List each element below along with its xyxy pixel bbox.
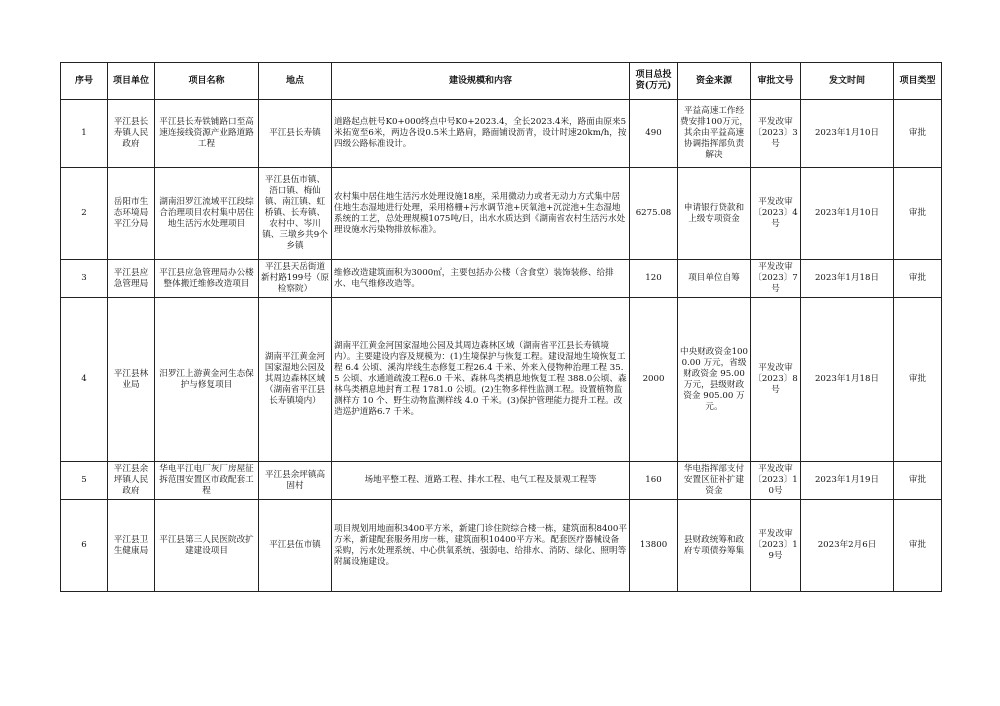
cell-name: 汨罗江上游黄金河生态保护与修复项目 [155, 298, 259, 462]
cell-no: 1 [61, 100, 108, 168]
cell-content: 项目规划用地面积3400平方米，新建门诊住院综合楼一栋，建筑面积8400平方米，新建配套服务用房一栋，建筑面积10400平方米。配套医疗器械设备采购，污水处理系统、中心供氧系统、强弱电、给排水、消防、绿化、照明等附属设施建设。 [332, 500, 630, 592]
cell-name: 湖南汨罗江流域平江段综合治理项目农村集中居住地生活污水处理项目 [155, 168, 259, 260]
cell-investment: 2000 [630, 298, 678, 462]
cell-type: 审批 [894, 168, 942, 260]
cell-date: 2023年2月6日 [801, 500, 894, 592]
cell-investment: 490 [630, 100, 678, 168]
cell-approval: 平发改审〔2023〕3号 [751, 100, 801, 168]
cell-approval: 平发改审〔2023〕19号 [751, 500, 801, 592]
table-row [61, 100, 942, 168]
cell-type: 审批 [894, 500, 942, 592]
table-row [61, 462, 942, 500]
header-unit: 项目单位 [108, 63, 155, 100]
cell-investment: 160 [630, 462, 678, 500]
cell-investment: 120 [630, 260, 678, 298]
cell-approval: 平发改审〔2023〕10号 [751, 462, 801, 500]
table-header-row [61, 63, 942, 100]
cell-funding: 华电指挥部支付安置区征补扩建资金 [678, 462, 751, 500]
cell-investment: 6275.08 [630, 168, 678, 260]
cell-approval: 平发改审〔2023〕8号 [751, 298, 801, 462]
cell-content: 农村集中居住地生活污水处理设施18座，采用微动力或者无动力方式集中居住地生态湿地进行处理，采用格栅+污水调节池+厌氧池+沉淀池+生态湿地系统的工艺，总处理规模1075吨/日，出水水质达到《湖南省农村生活污水处理设施水污染物排放标准》。 [332, 168, 630, 260]
cell-unit: 平江县卫生健康局 [108, 500, 155, 592]
cell-date: 2023年1月18日 [801, 260, 894, 298]
cell-funding: 县财政统筹和政府专项债券筹集 [678, 500, 751, 592]
header-name: 项目名称 [155, 63, 259, 100]
cell-name: 华电平江电厂灰厂房屋征拆范围安置区市政配套工程 [155, 462, 259, 500]
cell-date: 2023年1月18日 [801, 298, 894, 462]
cell-unit: 平江县林业局 [108, 298, 155, 462]
header-location: 地点 [259, 63, 332, 100]
cell-approval: 平发改审〔2023〕4号 [751, 168, 801, 260]
cell-funding: 平益高速工作经费安排100万元，其余由平益高速协调指挥部负责解决 [678, 100, 751, 168]
cell-name: 平江县应急管理局办公楼整体搬迁维修改造项目 [155, 260, 259, 298]
cell-investment: 13800 [630, 500, 678, 592]
header-funding: 资金来源 [678, 63, 751, 100]
cell-location: 平江县长寿镇 [259, 100, 332, 168]
cell-date: 2023年1月10日 [801, 100, 894, 168]
project-approval-table [60, 62, 942, 592]
cell-location: 平江县伍市镇、浯口镇、梅仙镇、南江镇、虹桥镇、长寿镇、农村中、岑川镇、三墩乡共9个乡镇 [259, 168, 332, 260]
cell-type: 审批 [894, 100, 942, 168]
cell-type: 审批 [894, 462, 942, 500]
cell-unit: 平江县余坪镇人民政府 [108, 462, 155, 500]
cell-no: 3 [61, 260, 108, 298]
cell-funding: 申请银行贷款和上级专项资金 [678, 168, 751, 260]
table-row [61, 298, 942, 462]
cell-name: 平江县长寿铁铺路口至高速连接线资源产业路道路工程 [155, 100, 259, 168]
cell-no: 2 [61, 168, 108, 260]
cell-approval: 平发改审〔2023〕7号 [751, 260, 801, 298]
cell-date: 2023年1月10日 [801, 168, 894, 260]
table-row [61, 168, 942, 260]
cell-name: 平江县第三人民医院改扩建建设项目 [155, 500, 259, 592]
header-date: 发文时间 [801, 63, 894, 100]
cell-no: 4 [61, 298, 108, 462]
cell-no: 5 [61, 462, 108, 500]
cell-content: 场地平整工程、道路工程、排水工程、电气工程及景观工程等 [332, 462, 630, 500]
cell-location: 平江县余坪镇高固村 [259, 462, 332, 500]
header-no: 序号 [61, 63, 108, 100]
cell-content: 道路起点桩号K0+000终点中号K0+2023.4，全长2023.4米，路面由原来5米拓宽至6米，两边各设0.5米土路肩，路面铺设沥青，设计时速20km/h，按四级公路标准设计。 [332, 100, 630, 168]
cell-unit: 平江县长寿镇人民政府 [108, 100, 155, 168]
header-content: 建设规模和内容 [332, 63, 630, 100]
header-type: 项目类型 [894, 63, 942, 100]
cell-unit: 平江县应急管理局 [108, 260, 155, 298]
header-investment: 项目总投资(万元) [630, 63, 678, 100]
table-row [61, 500, 942, 592]
cell-content: 维修改造建筑面积为3000㎡，主要包括办公楼（含食堂）装饰装修、给排水、电气维修改造等。 [332, 260, 630, 298]
header-approval: 审批文号 [751, 63, 801, 100]
cell-location: 平江县伍市镇 [259, 500, 332, 592]
cell-no: 6 [61, 500, 108, 592]
cell-location: 平江县天岳街道新村路199号（原检察院） [259, 260, 332, 298]
cell-date: 2023年1月19日 [801, 462, 894, 500]
cell-unit: 岳阳市生态环境局平江分局 [108, 168, 155, 260]
cell-content: 湖南平江黄金河国家湿地公园及其周边森林区域（湖南省平江县长寿镇境内）。主要建设内容及规模为：(1)生境保护与恢复工程。建设湿地生境恢复工程 6.4 公顷、溪沟岸线生态修复工程26.4 千米、外来入侵物种治理工程 35.5 公顷、水通道疏浚工程6.0 千米、森林鸟类栖息地恢复工程 388.0公顷、森林鸟类栖息地封育工程 1781.0 公顷。(2)生物多样性监测工程。设置植物监测样方 10 个、野生动物监测样线 4.0 千米。(3)保护管理能力提升工程。改造巡护道路6.7 千米。 [332, 298, 630, 462]
cell-type: 审批 [894, 298, 942, 462]
cell-funding: 项目单位自筹 [678, 260, 751, 298]
cell-funding: 中央财政资金1000.00 万元，省级财政资金 95.00 万元，县级财政资金 905.00 万元。 [678, 298, 751, 462]
cell-location: 湖南平江黄金河国家湿地公园及其周边森林区域（湖南省平江县长寿镇境内） [259, 298, 332, 462]
cell-type: 审批 [894, 260, 942, 298]
table-row [61, 260, 942, 298]
